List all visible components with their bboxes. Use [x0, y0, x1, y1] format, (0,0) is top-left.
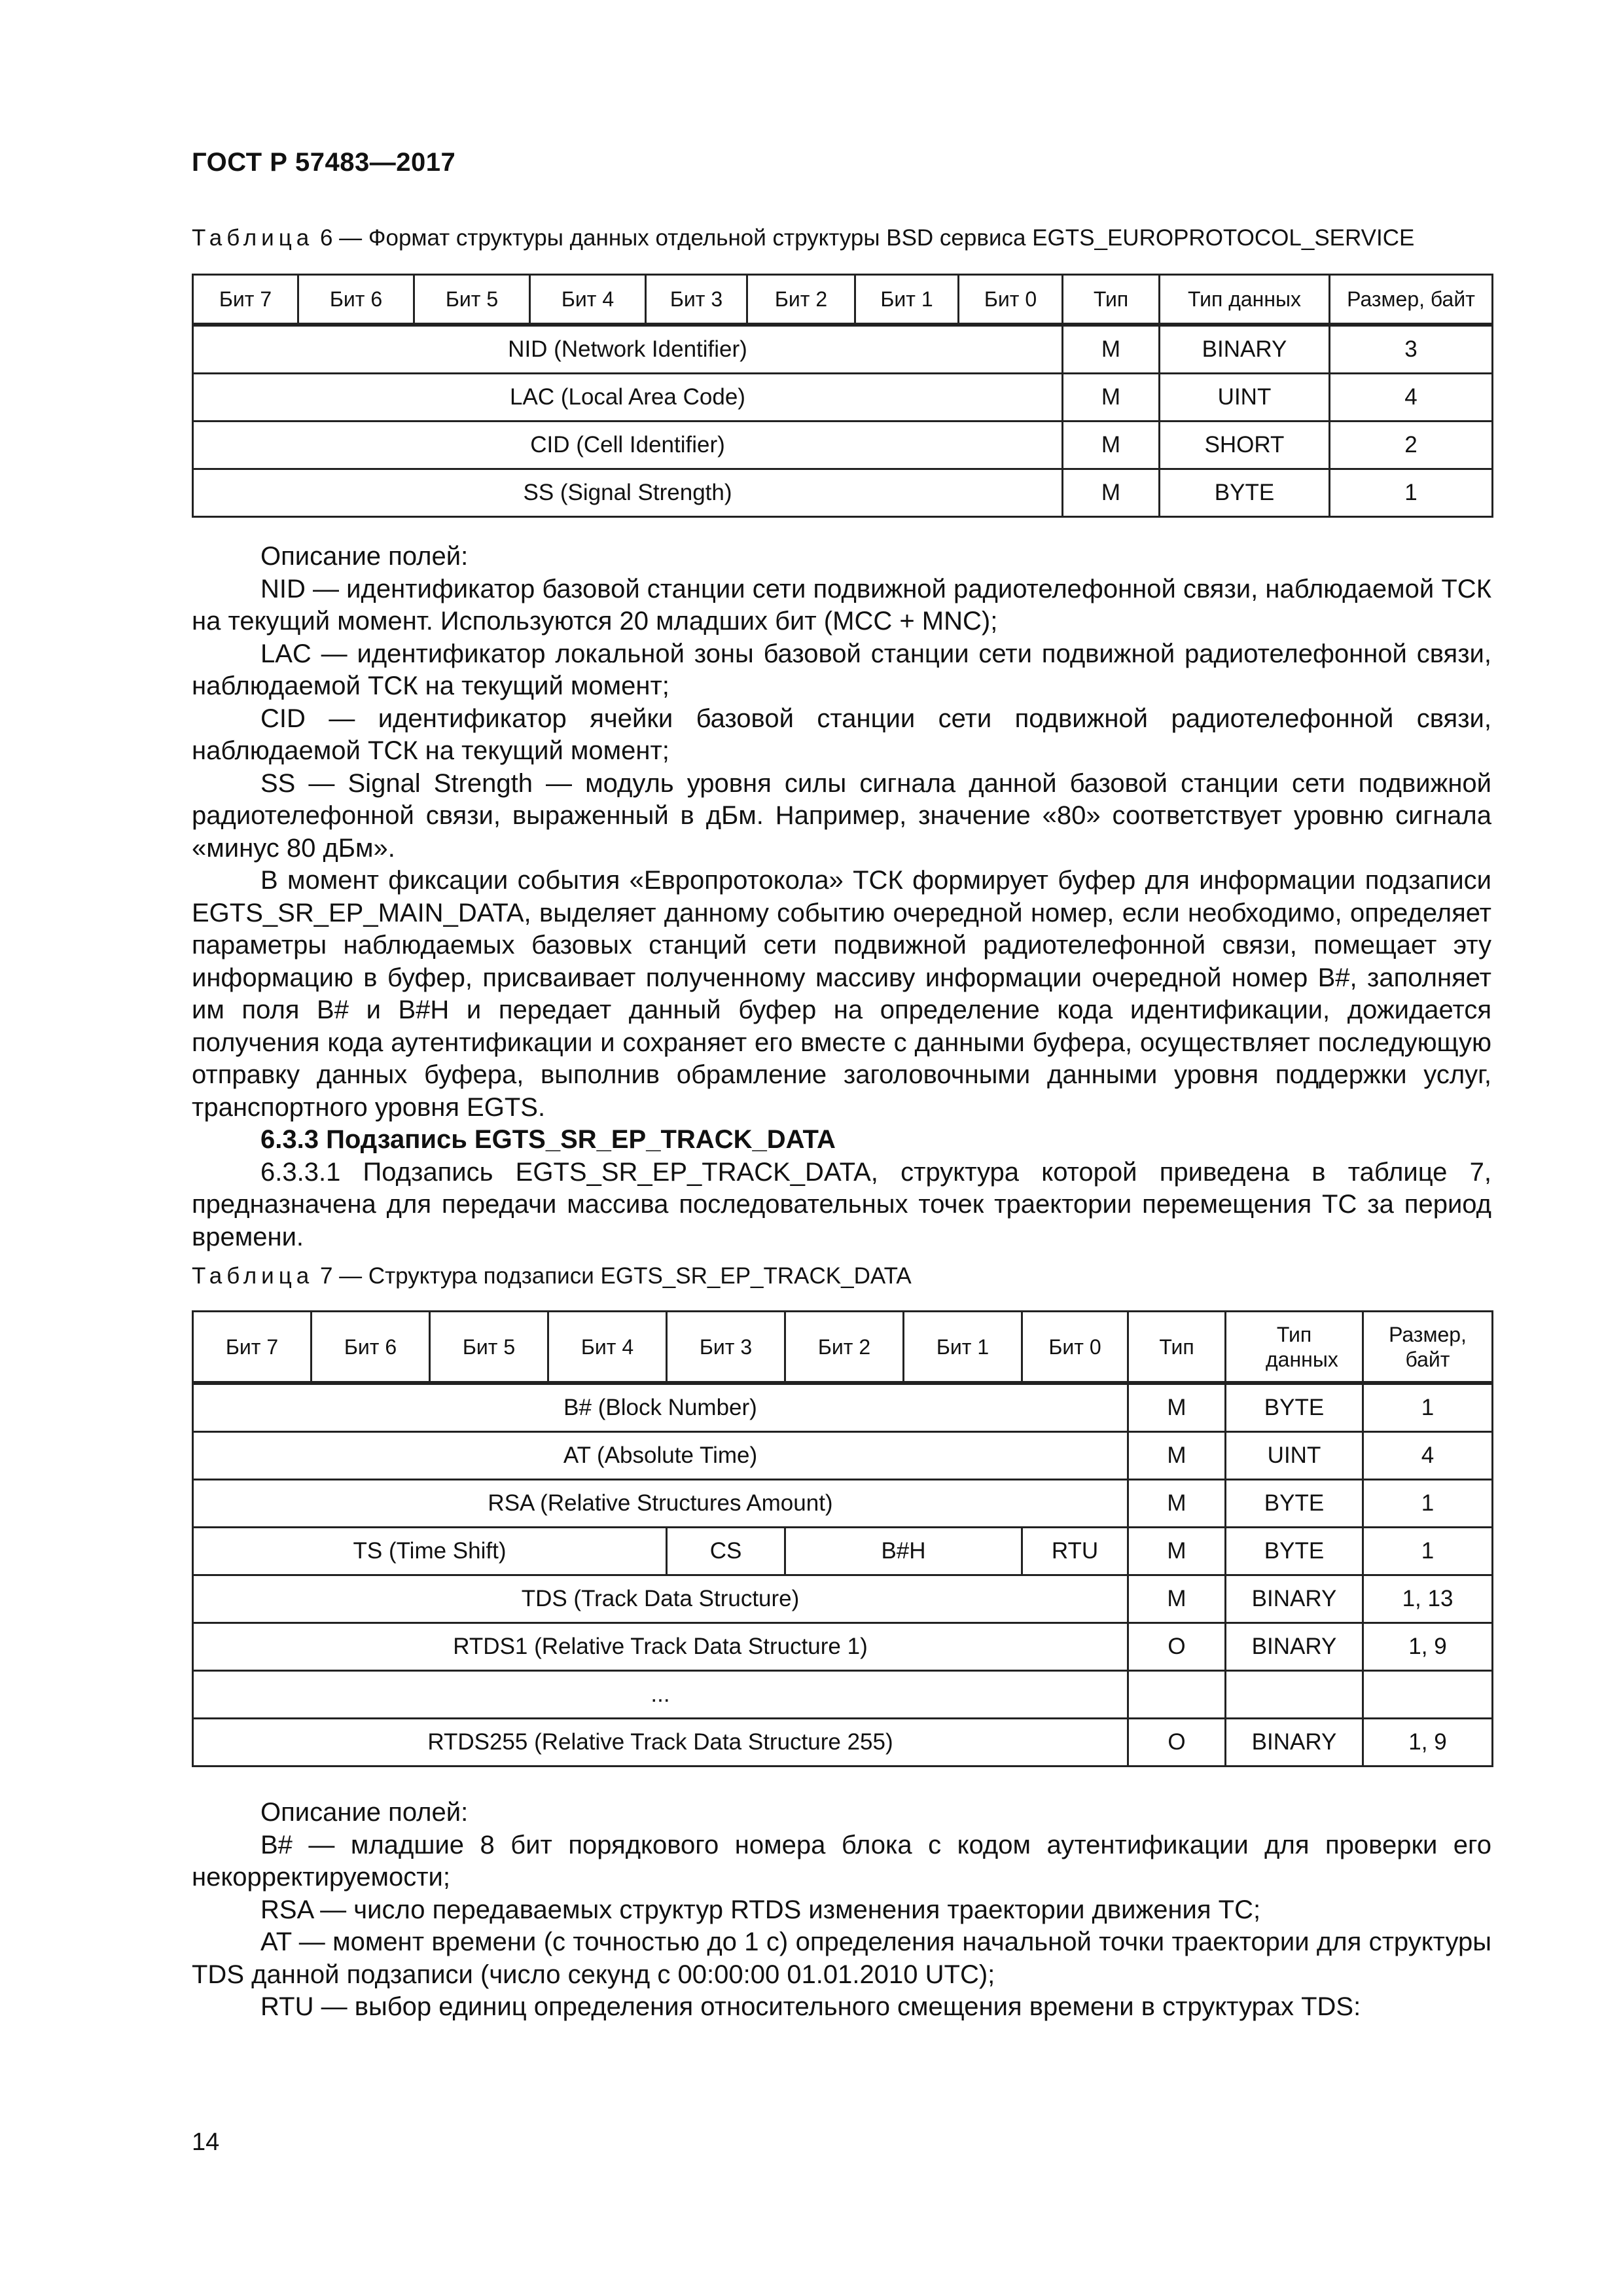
table6-col-header: Размер, байт — [1330, 275, 1493, 324]
table6-caption — [192, 225, 1414, 251]
time-shift-cell: TS (Time Shift) — [193, 1528, 667, 1575]
size-cell: 1, 9 — [1363, 1623, 1493, 1671]
table7-caption-label: Таблица — [192, 1263, 314, 1289]
table6-caption-label: Таблица — [192, 225, 314, 251]
table6-col-header: Бит 6 — [298, 275, 414, 324]
table6-col-header: Бит 5 — [414, 275, 530, 324]
table-row — [193, 1480, 1493, 1528]
size-cell: 1 — [1330, 469, 1493, 517]
size-cell: 4 — [1363, 1432, 1493, 1480]
table-row — [193, 469, 1493, 517]
table7-col-header: Бит 1 — [904, 1312, 1022, 1382]
table6-col-header: Бит 1 — [855, 275, 959, 324]
table7-caption — [192, 1263, 912, 1289]
type-cell: M — [1128, 1480, 1226, 1528]
field-cell: AT (Absolute Time) — [193, 1432, 1128, 1480]
rtu-cell: RTU — [1022, 1528, 1128, 1575]
datatype-cell: UINT — [1160, 374, 1330, 422]
table-row — [193, 422, 1493, 469]
type-cell: O — [1128, 1719, 1226, 1767]
datatype-cell: BYTE — [1226, 1528, 1363, 1575]
table7-header-row — [193, 1312, 1493, 1382]
document-header: ГОСТ Р 57483—2017 — [192, 148, 456, 177]
field-cell: NID (Network Identifier) — [193, 326, 1063, 374]
paragraph: 6.3.3.1 Подзапись EGTS_SR_EP_TRACK_DATA, структура которой приведена в таблице 7, предназначена для передачи массива последовательных точек траектории перемещения ТС за период времени. — [192, 1157, 1491, 1251]
datatype-cell: BYTE — [1160, 469, 1330, 517]
type-cell: M — [1128, 1528, 1226, 1575]
table7-col-header: Тип данных — [1226, 1312, 1363, 1382]
paragraph: Описание полей: — [260, 542, 469, 571]
datatype-cell: BINARY — [1226, 1623, 1363, 1671]
table7-caption-text: 7 — Структура подзаписи EGTS_SR_EP_TRACK_DATA — [313, 1263, 912, 1289]
datatype-cell: BINARY — [1226, 1575, 1363, 1623]
table6-caption-text: 6 — Формат структуры данных отдельной структуры BSD сервиса EGTS_EUROPROTOCOL_SERVICE — [313, 225, 1415, 251]
table6-col-header: Бит 0 — [959, 275, 1063, 324]
size-cell: 2 — [1330, 422, 1493, 469]
table7-col-header: Бит 4 — [548, 1312, 667, 1382]
paragraph: SS — Signal Strength — модуль уровня силы сигнала данной базовой станции сети подвижной радиотелефонной связи, выраженный в дБм. Например, значение «80» соответствует уровню сигнала «минус 80 дБм». — [192, 768, 1491, 863]
table-row — [193, 1623, 1493, 1671]
table6-col-header: Бит 2 — [747, 275, 855, 324]
table7-col-header: Бит 5 — [430, 1312, 548, 1382]
table7-col-header: Тип — [1128, 1312, 1226, 1382]
paragraph: NID — идентификатор базовой станции сети подвижной радиотелефонной связи, наблюдаемой ТСК на текущий момент. Используются 20 младших бит (MCC + MNC); — [192, 574, 1491, 636]
datatype-cell: BINARY — [1160, 326, 1330, 374]
table7-col-header: Бит 7 — [193, 1312, 312, 1382]
datatype-cell: UINT — [1226, 1432, 1363, 1480]
table6-col-header: Бит 3 — [646, 275, 747, 324]
size-cell: 3 — [1330, 326, 1493, 374]
table6-col-header: Тип данных — [1160, 275, 1330, 324]
datatype-cell: SHORT — [1160, 422, 1330, 469]
table6-col-header: Бит 7 — [193, 275, 298, 324]
block-number-high-cell: B#H — [785, 1528, 1022, 1575]
field-cell: RTDS255 (Relative Track Data Structure 255) — [193, 1719, 1128, 1767]
fields-description-1 — [192, 541, 1491, 1253]
cs-cell: CS — [667, 1528, 785, 1575]
field-cell: RSA (Relative Structures Amount) — [193, 1480, 1128, 1528]
paragraph: LAC — идентификатор локальной зоны базовой станции сети подвижной радиотелефонной связи, наблюдаемой ТСК на текущий момент; — [192, 639, 1491, 700]
datatype-cell: BYTE — [1226, 1480, 1363, 1528]
type-cell: M — [1063, 374, 1160, 422]
paragraph: B# — младшие 8 бит порядкового номера блока с кодом аутентификации для проверки его некорректируемости; — [192, 1830, 1491, 1892]
table7-col-header: Бит 6 — [312, 1312, 430, 1382]
paragraph: Описание полей: — [260, 1798, 469, 1827]
table6 — [192, 274, 1493, 518]
table7-col-header: Бит 3 — [667, 1312, 785, 1382]
size-cell: 1 — [1363, 1384, 1493, 1432]
table-row — [193, 1575, 1493, 1623]
size-cell: 4 — [1330, 374, 1493, 422]
table7-col-header: Бит 2 — [785, 1312, 904, 1382]
size-cell: 1, 9 — [1363, 1719, 1493, 1767]
table6-col-header: Бит 4 — [530, 275, 646, 324]
table-row — [193, 1719, 1493, 1767]
datatype-cell — [1226, 1671, 1363, 1719]
table6-header-row — [193, 275, 1493, 324]
type-cell: M — [1063, 469, 1160, 517]
table-row — [193, 374, 1493, 422]
type-cell: M — [1128, 1575, 1226, 1623]
table-row — [193, 1528, 1493, 1575]
section-heading: 6.3.3 Подзапись EGTS_SR_EP_TRACK_DATA — [260, 1125, 836, 1154]
size-cell — [1363, 1671, 1493, 1719]
field-cell: TDS (Track Data Structure) — [193, 1575, 1128, 1623]
paragraph: AT — момент времени (с точностью до 1 с) определения начальной точки траектории для структуры TDS данной подзаписи (число секунд с 00:00:00 01.01.2010 UTC); — [192, 1928, 1491, 1989]
datatype-cell: BINARY — [1226, 1719, 1363, 1767]
table7-col-header: Размер, байт — [1363, 1312, 1493, 1382]
type-cell: M — [1063, 422, 1160, 469]
table-row — [193, 1384, 1493, 1432]
paragraph: CID — идентификатор ячейки базовой станции сети подвижной радиотелефонной связи, наблюдаемой ТСК на текущий момент; — [192, 704, 1491, 765]
table7 — [192, 1310, 1493, 1767]
table-row — [193, 1671, 1493, 1719]
field-cell: CID (Cell Identifier) — [193, 422, 1063, 469]
field-cell: RTDS1 (Relative Track Data Structure 1) — [193, 1623, 1128, 1671]
field-cell: ... — [193, 1671, 1128, 1719]
size-cell: 1 — [1363, 1528, 1493, 1575]
type-cell: M — [1128, 1432, 1226, 1480]
field-cell: LAC (Local Area Code) — [193, 374, 1063, 422]
page-number: 14 — [192, 2128, 220, 2156]
type-cell: M — [1063, 326, 1160, 374]
type-cell: M — [1128, 1384, 1226, 1432]
table-row — [193, 326, 1493, 374]
field-cell: B# (Block Number) — [193, 1384, 1128, 1432]
table6-col-header: Тип — [1063, 275, 1160, 324]
fields-description-2 — [192, 1797, 1491, 2024]
paragraph: В момент фиксации события «Европротокола» ТСК формирует буфер для информации подзаписи EGTS_SR_EP_MAIN_DATA, выделяет данному событию очередной номер, если необходимо, определяет параметры наблюдаемых базовых станций сети подвижной радиотелефонной связи, помещает эту информацию в буфер, присваивает полученному массиву информации очередной номер B#, заполняет им поля B# и B#H и передает данный буфер на определение кода идентификации, дожидается получения кода аутентификации и сохраняет его вместе с данными буфера, осуществляет последующую отправку данных буфера, выполнив обрамление заголовочными данными уровня поддержки услуг, транспортного уровня EGTS. — [192, 866, 1491, 1122]
type-cell: O — [1128, 1623, 1226, 1671]
table7-col-header: Бит 0 — [1022, 1312, 1128, 1382]
size-cell: 1 — [1363, 1480, 1493, 1528]
size-cell: 1, 13 — [1363, 1575, 1493, 1623]
field-cell: SS (Signal Strength) — [193, 469, 1063, 517]
table-row — [193, 1432, 1493, 1480]
datatype-cell: BYTE — [1226, 1384, 1363, 1432]
type-cell — [1128, 1671, 1226, 1719]
paragraph: RSA — число передаваемых структур RTDS изменения траектории движения ТС; — [260, 1895, 1261, 1924]
paragraph: RTU — выбор единиц определения относительного смещения времени в структурах TDS: — [260, 1992, 1361, 2021]
